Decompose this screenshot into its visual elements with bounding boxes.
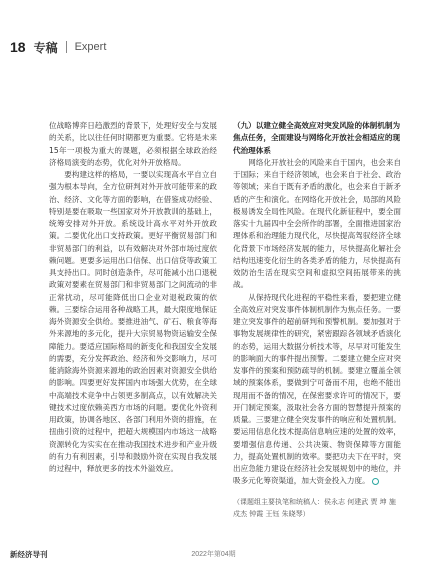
footer-issue: 2022年第04期 [191,551,236,558]
header-divider [66,41,67,53]
author-credit: （课题组主要执笔和统稿人：侯永志 何建武 贾 坤 施戍杰 钟霞 王钰 朱晓琴） [233,497,396,518]
right-column [233,120,401,520]
footer-publication: 新经济导刊 [10,550,48,559]
left-paragraph-2: 要构建这样的格局，一要以实现高水平自立自强为根本导向，全方位研判对外开放可能带来的政治、经济、文化等方面的影响，在借鉴成功经验、特别是要在吸取一些国家对外开放教训的基础上，统筹安排对外开放。系统设计高水平对外开放政策。二要优化出口支持政策。更好平衡贸易部门和非贸易部门的利益，以有效解决对外部市场过度依赖问题。更要多运用出口信保、出口信贷等政策工具支持出口。同时创造条件，尽可能减小出口退税政策对要素在贸易部门和非贸易部门之间流动的非正常扰动，尽可能降低出口企业对退税政策的依赖。三要综合运用各种战略工具，最大限度地保证海外资源安全供给。要推进油气、矿石、粮食等海外来源地的多元化，提升大宗贸易物资运输安全保障能力。要适应国际格局的新变化和我国安全发展的需要，充分发挥政治、经济和外交影响力，尽可能消除海外资源来源地的政治因素对资源安全供给的影响。四要更好发挥国内市场强大优势，在全球中高端技术竞争中占领更多制高点，以有效解决关键技术过度依赖美西方市场的问题。要优化外资利用政策，协调各地区、各部门利用外资的措施，在扭曲引资的过程中，把超大规模国内市场这一战略资源转化为实实在在推动我国技术进步和产业升级的有力有利因素，引导和鼓励外资在实现自我发展的过程中，释放更多的技术外溢效应。 [49,170,217,473]
page-header [10,38,106,56]
right-paragraph-2 [233,292,401,488]
end-of-article-icon [372,478,379,485]
left-paragraph-1: 位战略博弈日趋激烈的背景下，处理好安全与发展的关系，比以往任何时期都更为重要。它将是未来15年一项极为重大的课题，必须根据全球政治经济格局演变的态势，优化对外开放格局。 [49,121,217,167]
section-heading: （九）以建立健全高效应对突发风险的体制机制为焦点任务，全面建设与网络化开放社会相适应的现代治理体系 [233,121,401,155]
section-label: Expert [74,41,107,53]
page-number: 18 [10,39,26,55]
section-title: 专稿 [33,40,58,55]
right-paragraph-2-text: 从保持现代化进程的平稳性来看，要把建立健全高效应对突发事件体制机制作为焦点任务。一要建立突发事件的超前研判和预警机制。要加强对于事物发展规律性的研究，紧密跟踪各领域矛盾演化的态势，运用大数据分析技术等，尽早对可能发生的影响面大的事件提出预警。二要建立健全应对突发事件的预案和预防疏导的机制。要建立覆盖全领域的预案体系，要做到宁可备而不用，也绝不能出现用而不备的情况，在保密要求许可的情况下，要开门制定预案，汲取社会各方面的智慧提升预案的质量。三要建立健全突发事件的响应和处置机制。要运用信息化技术提高信息响应速的处置的效率，要增强信息传递、公共决策、物资保障等方面能力，提高处置机制的效率。要把功夫下在平时，突出应急能力建设在经济社会发展规划中的地位，并吸多元化筹资渠道，加大资金投入力度。 [233,292,401,486]
left-column [49,120,217,475]
right-paragraph-1: 网络化开放社会的风险来自于国内，也会来自于国际；来自于经济领域，也会来自于社会、政治等领域；来自于既有矛盾的激化，也会来自于新矛盾的产生和演化。在网络化开放社会，局部的风险极易诱发全局性风险。在现代化新征程中，要全面落实十九届四中全会所作的部署，全面推进国家治理体系和治理能力现代化，尽快提高驾驭经济全球化背景下市场经济发展的能力，尽快提高化解社会结构迅速变化衍生的各类矛盾的能力，尽快提高有效防治生活在现实空间和虚拟空间拓展带来的挑战。 [233,157,401,290]
